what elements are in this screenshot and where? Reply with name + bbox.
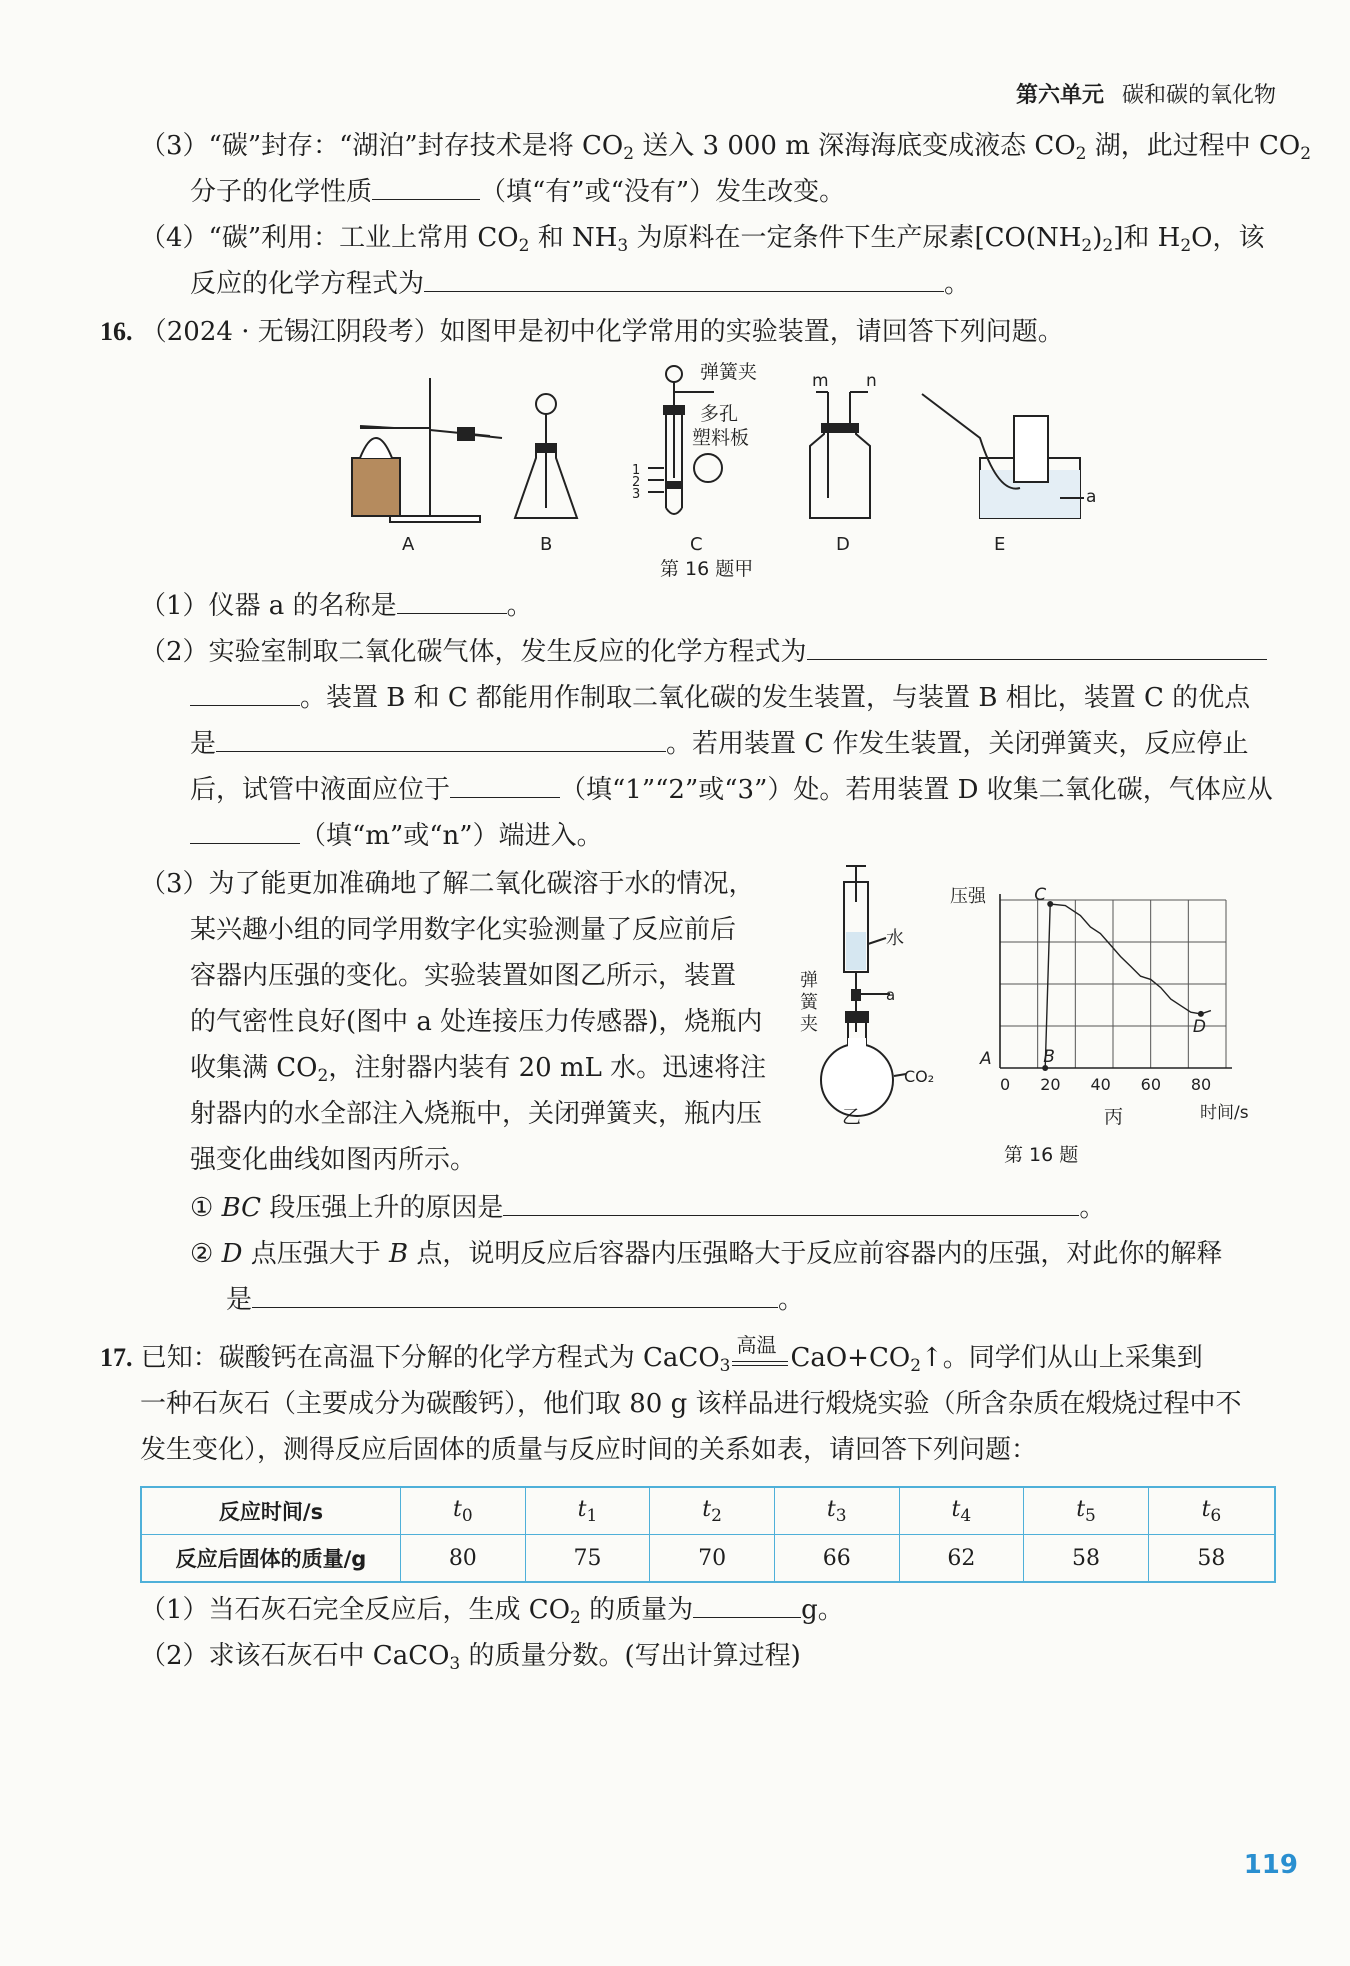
point-label-d: D <box>1192 1016 1206 1037</box>
apparatus-e <box>922 394 1096 518</box>
spring-clip-char2: 簧 <box>800 992 818 1013</box>
q16-part3-line1: （3）为了能更加准确地了解二氧化碳溶于水的情况， <box>140 869 755 899</box>
co2-label: CO₂ <box>904 1067 935 1086</box>
table-header-mass: 反应后固体的质量/g <box>141 1535 401 1583</box>
x-tick-label: 60 <box>1140 1075 1162 1094</box>
q17-line2: 一种石灰石（主要成分为碳酸钙），他们取 80 g 该样品进行煅烧实验（所含杂质在煅烧过程中不 <box>140 1389 1242 1419</box>
q16-item2-line2: 是 。 <box>226 1280 804 1320</box>
page-number: 119 <box>1243 1850 1298 1880</box>
y-axis-label: 压强 <box>950 886 986 907</box>
x-tick-label: 0 <box>1000 1075 1011 1094</box>
q15-part3-line2: 分子的化学性质 （填“有”或“没有”）发生改变。 <box>190 172 845 212</box>
mass-time-table <box>140 1486 1276 1583</box>
point-label-c: C <box>1034 885 1047 905</box>
q17-part1: （1）当石灰石完全反应后，生成 $CO_2$ 的质量为 g。 <box>140 1590 844 1638</box>
point-label-b: B <box>1043 1047 1055 1067</box>
table-header-time: 反应时间/s <box>141 1487 401 1535</box>
q16-item1: ① BC 段压强上升的原因是 。 <box>190 1188 1105 1228</box>
label-a: A <box>402 534 415 555</box>
pressure-curve <box>1045 904 1211 1068</box>
level-mark-3: 3 <box>632 487 641 502</box>
q16-item2-line1: ② D 点压强大于 B 点，说明反应后容器内压强略大于反应前容器内的压强，对此你的解释 <box>190 1239 1223 1269</box>
answer-blank[interactable] <box>216 725 666 752</box>
pressure-chart <box>950 870 1286 1130</box>
table-cell: 66 <box>774 1535 899 1583</box>
figure-label-bing: 丙 <box>1104 1106 1124 1128</box>
label-e: E <box>994 534 1006 555</box>
table-cell: 58 <box>1148 1535 1275 1583</box>
q16-part2-line2: 。装置 B 和 C 都能用作制取二氧化碳的发生装置，与装置 B 相比，装置 C 的优点 <box>190 678 1250 718</box>
label-d: D <box>836 534 850 555</box>
q16-part3-line3: 容器内压强的变化。实验装置如图乙所示，装置 <box>190 961 737 991</box>
table-cell: 62 <box>899 1535 1024 1583</box>
answer-blank[interactable] <box>397 587 507 614</box>
answer-blank[interactable] <box>252 1281 778 1308</box>
x-tick-label: 20 <box>1040 1075 1061 1094</box>
answer-blank[interactable] <box>503 1189 1079 1216</box>
figure-caption-jia: 第 16 题甲 <box>660 558 754 580</box>
label-c: C <box>690 534 703 555</box>
answer-blank[interactable] <box>190 679 300 706</box>
apparatus-a <box>352 378 502 522</box>
q16-part3-line5: 收集满 $CO_2$，注射器内装有 20 mL 水。迅速将注 <box>190 1053 767 1086</box>
spring-clip-char1: 弹 <box>800 970 818 991</box>
q15-part4-line2: 反应的化学方程式为 。 <box>190 264 970 304</box>
apparatus-b <box>515 394 577 518</box>
apparatus-d <box>810 371 877 518</box>
table-cell: $t_6$ <box>1148 1487 1275 1535</box>
q16-part2-line1: （2）实验室制取二氧化碳气体，发生反应的化学方程式为 <box>140 632 1267 672</box>
label-b: B <box>540 534 553 555</box>
port-m-label: m <box>812 371 829 391</box>
instrument-a-label: a <box>1086 487 1097 507</box>
q16-part3-line7: 强变化曲线如图丙所示。 <box>190 1145 477 1175</box>
figure-caption-16: 第 16 题 <box>1004 1144 1079 1166</box>
table-cell: $t_0$ <box>401 1487 526 1535</box>
table-cell: 80 <box>401 1535 526 1583</box>
figure-label-yi: 乙 <box>842 1106 862 1128</box>
spring-clip-char3: 夹 <box>800 1014 818 1035</box>
porous-plate-label2: 塑料板 <box>692 427 750 449</box>
water-label: 水 <box>886 928 904 949</box>
table-cell: $t_2$ <box>650 1487 775 1535</box>
table-cell: 70 <box>650 1535 775 1583</box>
table-cell: 58 <box>1024 1535 1149 1583</box>
unit-label: 第六单元 <box>1015 83 1104 108</box>
answer-blank[interactable] <box>190 817 300 844</box>
q15-part3-line1: （3）“碳”封存：“湖泊”封存技术是将 $CO_2$ 送入 3 000 m 深海海底变成液态 $CO_2$ 湖，此过程中 $CO_2$ <box>140 131 1312 164</box>
apparatus-figure <box>330 358 1097 555</box>
q16-part3-line6: 射器内的水全部注入烧瓶中，关闭弹簧夹，瓶内压 <box>190 1099 763 1129</box>
apparatus-c <box>632 361 757 514</box>
porous-plate-label1: 多孔 <box>700 403 739 425</box>
x-tick-label: 40 <box>1090 1075 1111 1094</box>
table-cell: $t_5$ <box>1024 1487 1149 1535</box>
level-mark-1: 1 <box>632 463 641 478</box>
level-mark-2: 2 <box>632 475 641 490</box>
answer-blank[interactable] <box>807 633 1267 660</box>
table-cell: $t_1$ <box>525 1487 650 1535</box>
topic-label: 碳和碳的氧化物 <box>1121 83 1276 108</box>
q16-part3-line2: 某兴趣小组的同学用数字化实验测量了反应前后 <box>190 915 737 945</box>
table-cell: $t_3$ <box>774 1487 899 1535</box>
q16-part3-line4: 的气密性良好(图中 a 处连接压力传感器)，烧瓶内 <box>190 1007 763 1037</box>
port-n-label: n <box>866 371 877 391</box>
q17-line1: 17. 已知：碳酸钙在高温下分解的化学方程式为 CaCO$_3$ 高温 $CaO+CO_2↑$。同学们从山上采集到 <box>100 1333 1203 1376</box>
point-label-a: A <box>980 1049 992 1069</box>
q16-part1: （1）仪器 a 的名称是 。 <box>140 586 533 626</box>
answer-blank[interactable] <box>693 1591 801 1618</box>
answer-blank[interactable] <box>450 771 560 798</box>
q17-part2: （2）求该石灰石中 CaCO$_3$ 的质量分数。(写出计算过程) <box>140 1641 801 1674</box>
q16-stem: 16. （2024 · 无锡江阴段考）如图甲是初中化学常用的实验装置，请回答下列问题。 <box>100 317 1064 347</box>
x-tick-label: 80 <box>1190 1075 1212 1094</box>
answer-blank[interactable] <box>372 173 480 200</box>
answer-blank[interactable] <box>424 265 944 292</box>
q17-line3: 发生变化），测得反应后固体的质量与反应时间的关系如表，请回答下列问题： <box>140 1435 1038 1465</box>
x-axis-label: 时间/s <box>1200 1103 1249 1123</box>
syringe-flask-figure <box>790 862 940 1134</box>
table-row <box>141 1535 1275 1583</box>
sensor-port-a-label: a <box>886 986 896 1004</box>
page-header <box>1016 78 1276 109</box>
q15-part4-line1: （4）“碳”利用：工业上常用 $CO_2$ 和 $NH_3$ 为原料在一定条件下生产尿素$[CO(NH_2)_2]$和 $H_2O$，该 <box>140 223 1265 256</box>
point-c <box>1047 901 1053 907</box>
table-cell: $t_4$ <box>899 1487 1024 1535</box>
reaction-condition: 高温 <box>732 1343 788 1366</box>
q16-part2-line3: 是 。若用装置 C 作发生装置，关闭弹簧夹，反应停止 <box>190 724 1248 764</box>
question-number: 16. <box>100 317 133 346</box>
spring-clip-label: 弹簧夹 <box>700 361 758 383</box>
q16-part2-line4: 后，试管中液面应位于 （填“1”“2”或“3”）处。若用装置 D 收集二氧化碳，气体应从 <box>190 770 1273 810</box>
table-row <box>141 1487 1275 1535</box>
question-number: 17. <box>100 1343 133 1372</box>
table-cell: 75 <box>525 1535 650 1583</box>
q16-part2-line5: （填“m”或“n”）端进入。 <box>190 816 603 856</box>
